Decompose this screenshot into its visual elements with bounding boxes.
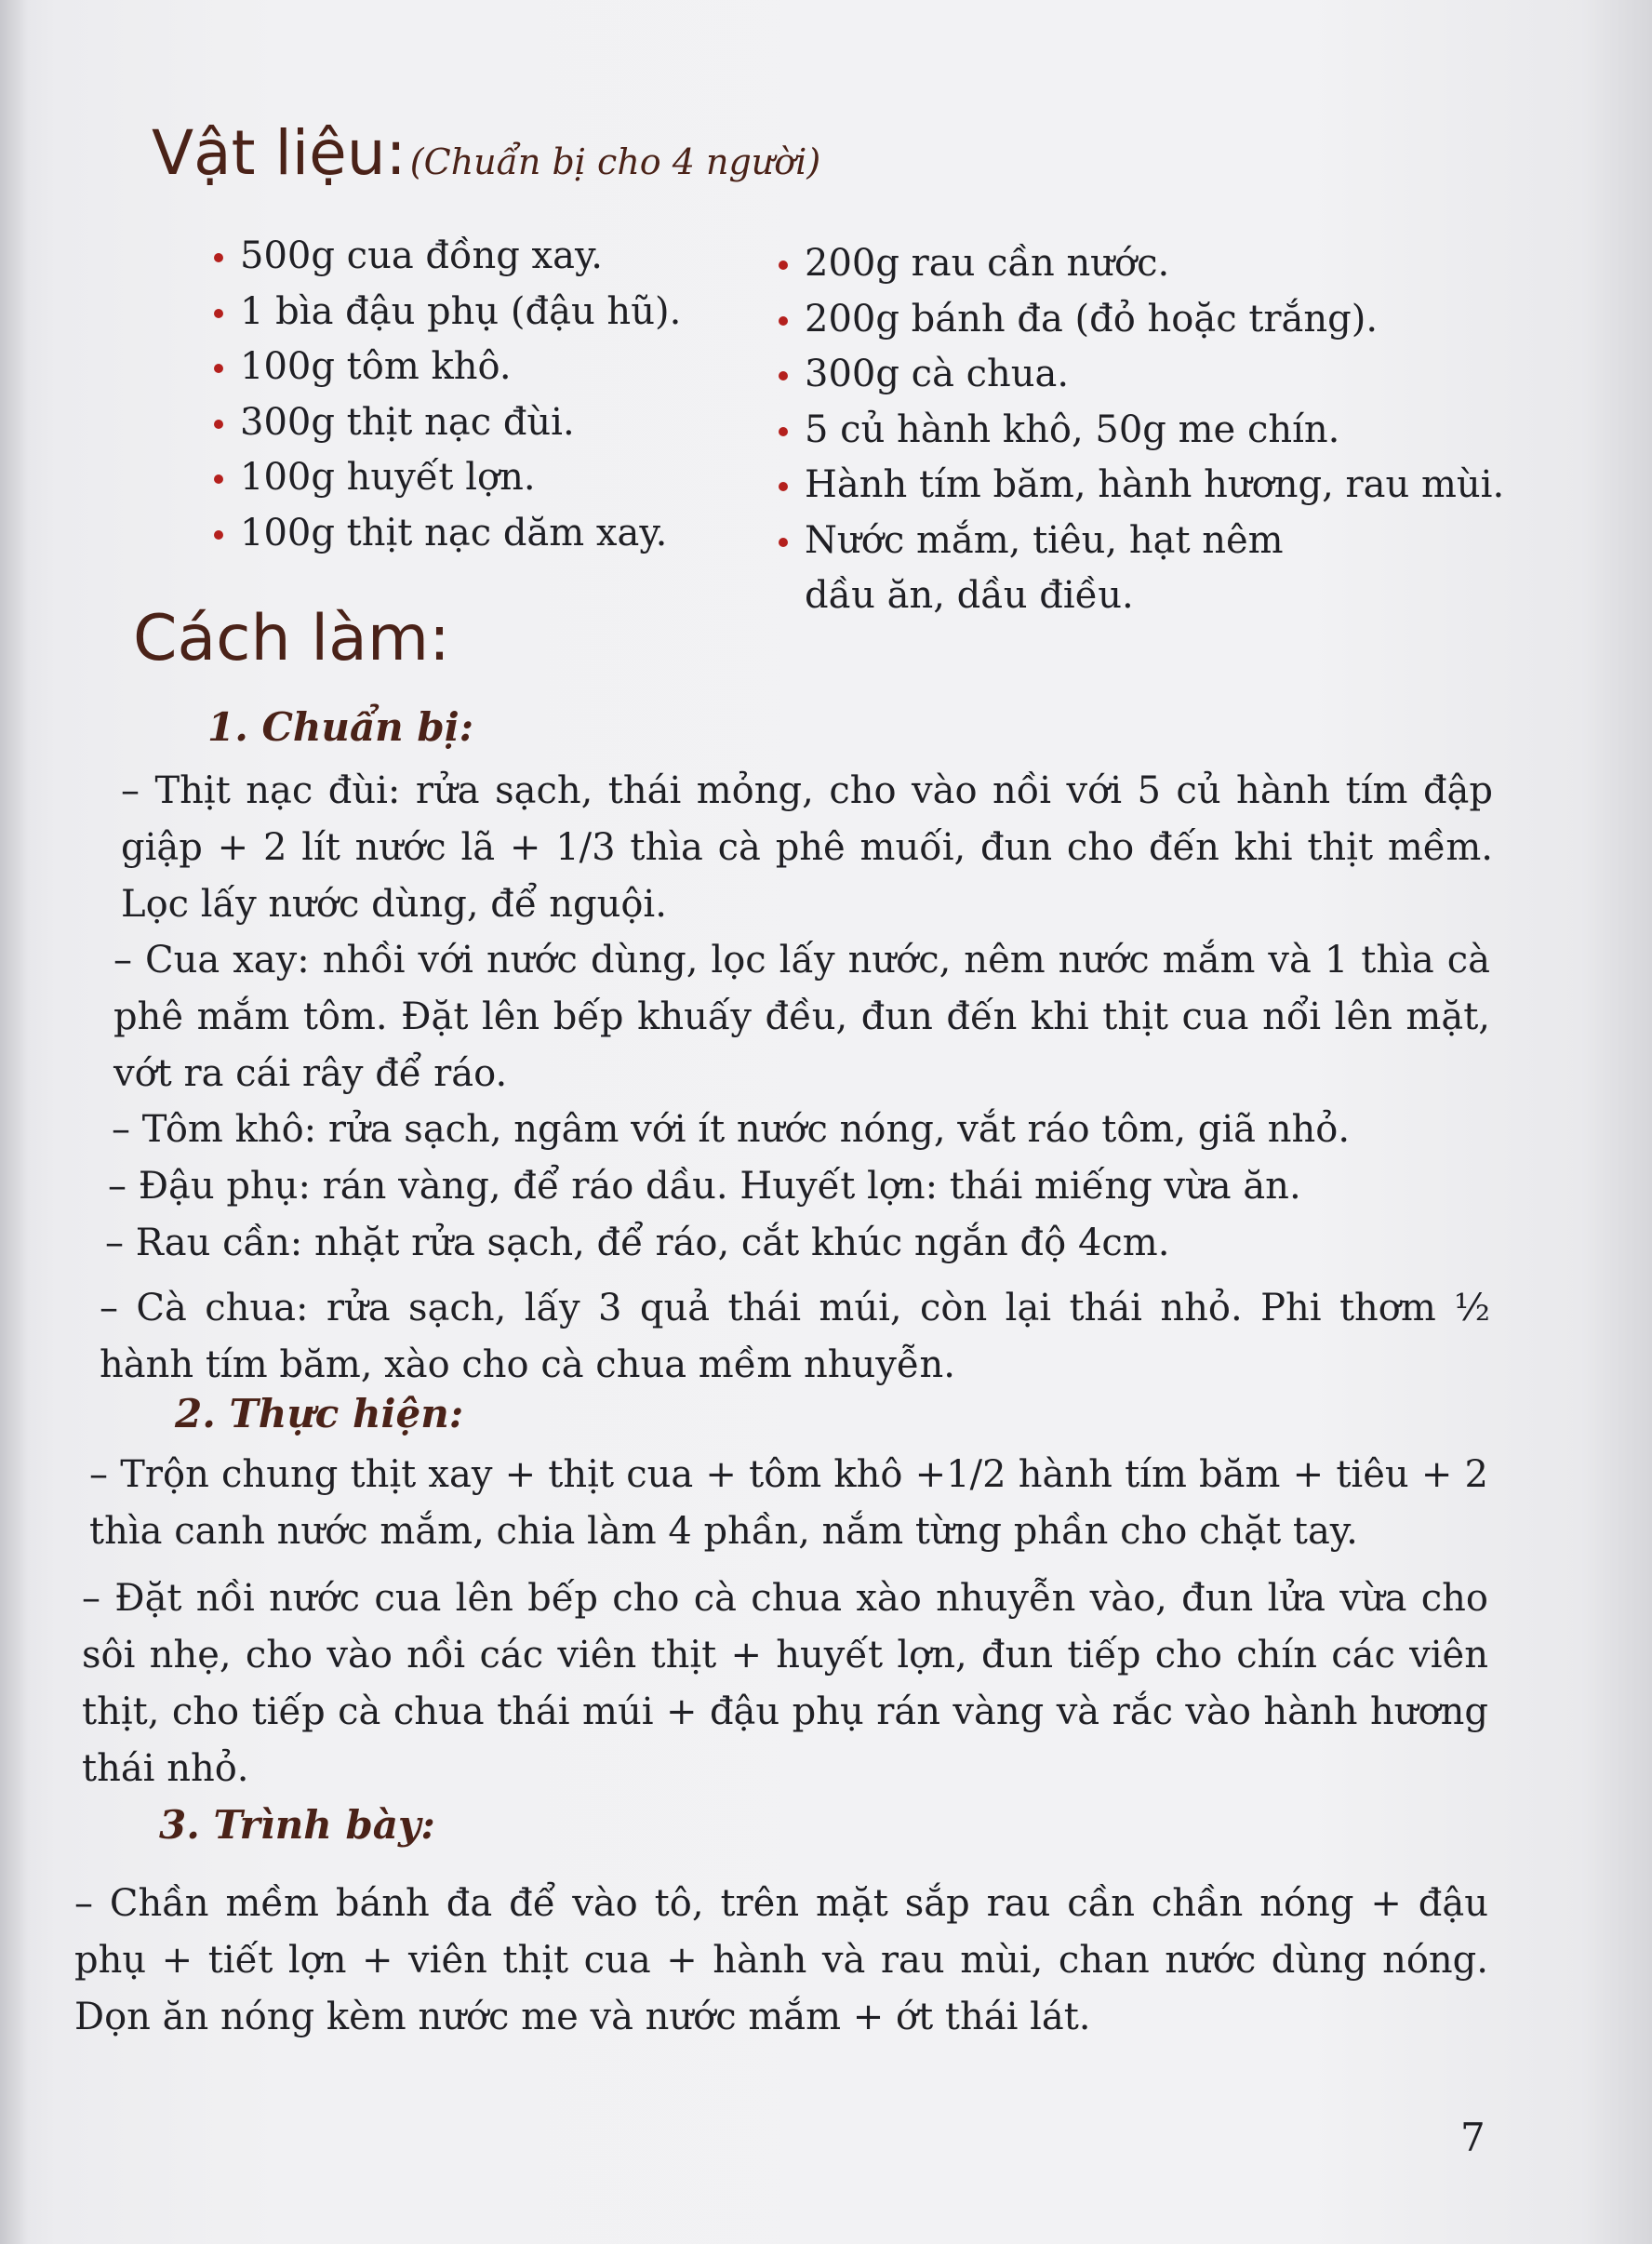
ingredient-item: 300g cà chua.: [777, 347, 1539, 403]
perform-heading: 2. Thực hiện:: [175, 1391, 464, 1436]
ingredient-item: Nước mắm, tiêu, hạt nêm dầu ăn, dầu điều.: [777, 514, 1539, 624]
present-heading: 3. Trình bày:: [159, 1802, 435, 1848]
prep-step: – Cà chua: rửa sạch, lấy 3 quả thái múi, còn lại thái nhỏ. Phi thơm ½ hành tím băm, xào cho cà chua mềm nhuyễn.: [100, 1287, 1490, 1386]
present-step: – Chần mềm bánh đa để vào tô, trên mặt sắp rau cần chần nóng + đậu phụ + tiết lợn + viên thịt cua + hành và rau mùi, chan nước dùng nóng. Dọn ăn nóng kèm nước me và nước mắm + ớt thái lát.: [74, 1882, 1488, 2038]
ingredient-item: Hành tím băm, hành hương, rau mùi.: [777, 458, 1539, 514]
ingredient-item: 100g thịt nạc dăm xay.: [212, 506, 733, 562]
prep-step: – Tôm khô: rửa sạch, ngâm với ít nước nóng, vắt ráo tôm, giã nhỏ.: [112, 1108, 1351, 1151]
ingredient-item-continuation: dầu ăn, dầu điều.: [805, 574, 1134, 617]
ingredient-item: 1 bìa đậu phụ (đậu hũ).: [212, 285, 733, 341]
prep-step: – Cua xay: nhồi với nước dùng, lọc lấy nước, nêm nước mắm và 1 thìa cà phê mắm tôm. Đặt lên bếp khuấy đều, đun đến khi thịt cua nổi lên mặt, vớt ra cái rây để ráo.: [113, 939, 1490, 1095]
ingredient-item: 100g huyết lợn.: [212, 450, 733, 506]
prep-step: – Rau cần: nhặt rửa sạch, để ráo, cắt khúc ngắn độ 4cm.: [105, 1222, 1170, 1264]
method-heading: Cách làm:: [133, 602, 450, 675]
prep-heading: 1. Chuẩn bị:: [207, 704, 474, 750]
ingredient-item: 100g tôm khô.: [212, 340, 733, 395]
ingredient-item: 300g thịt nạc đùi.: [212, 395, 733, 451]
ingredients-right-list: [777, 236, 1539, 624]
prep-step: – Thịt nạc đùi: rửa sạch, thái mỏng, cho vào nồi với 5 củ hành tím đập giập + 2 lít nước lã + 1/3 thìa cà phê muối, đun cho đến khi thịt mềm. Lọc lấy nước dùng, để nguội.: [121, 769, 1493, 926]
ingredient-item: 200g bánh đa (đỏ hoặc trắng).: [777, 292, 1539, 348]
ingredient-item: 500g cua đồng xay.: [212, 229, 733, 285]
perform-step: – Trộn chung thịt xay + thịt cua + tôm khô +1/2 hành tím băm + tiêu + 2 thìa canh nước mắm, chia làm 4 phần, nắm từng phần cho chặt tay.: [89, 1453, 1488, 1553]
perform-step: – Đặt nồi nước cua lên bếp cho cà chua xào nhuyễn vào, đun lửa vừa cho sôi nhẹ, cho vào nồi các viên thịt + huyết lợn, đun tiếp cho chín các viên thịt, cho tiếp cà chua thái múi + đậu phụ rán vàng và rắc vào hành hương thái nhỏ.: [82, 1577, 1488, 1790]
materials-title: Vật liệu:: [152, 117, 406, 189]
ingredients-left-list: [212, 229, 733, 561]
ingredient-item: 5 củ hành khô, 50g me chín.: [777, 403, 1539, 459]
page-number: 7: [1460, 2115, 1485, 2160]
materials-subtitle: (Chuẩn bị cho 4 người): [409, 141, 821, 182]
prep-step: – Đậu phụ: rán vàng, để ráo dầu. Huyết lợn: thái miếng vừa ăn.: [108, 1165, 1301, 1208]
materials-heading: [152, 112, 820, 204]
ingredient-item: 200g rau cần nước.: [777, 236, 1539, 292]
